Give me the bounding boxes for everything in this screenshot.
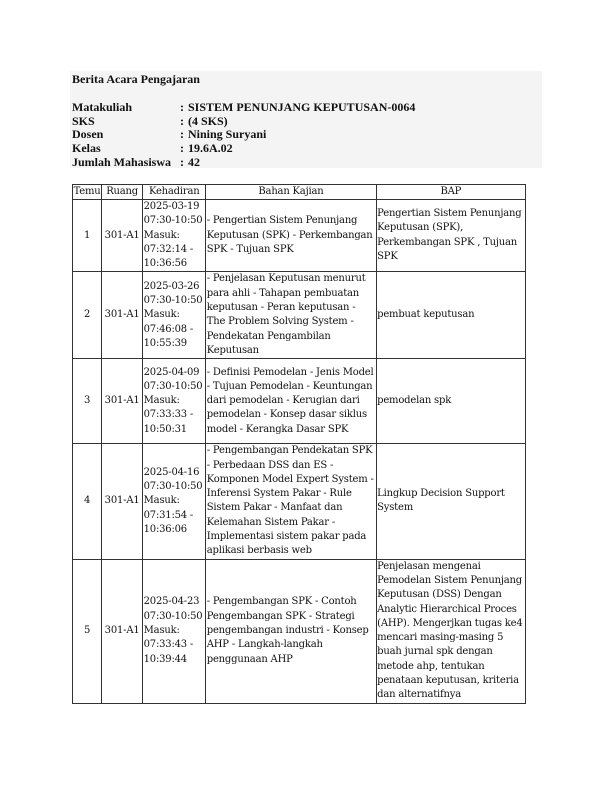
cell-ruang: 301-A1 <box>102 359 143 444</box>
table-header-row <box>73 185 526 200</box>
cell-bahan-kajian: - Pengembangan Pendekatan SPK - Perbedaan DSS dan ES - Komponen Model Expert System - Inferensi System Pakar - Rule Sistem Pakar - Manfaat dan Kelemahan Sistem Pakar - Implementasi sistem pakar pada aplikasi berbasis web <box>206 444 376 559</box>
document-title: Berita Acara Pengajaran <box>72 72 200 86</box>
cell-kehadiran <box>143 444 206 559</box>
kehadiran-masuk-label: Masuk: <box>143 229 180 241</box>
info-label: Kelas <box>72 141 101 155</box>
info-row-kelas <box>72 141 542 155</box>
cell-ruang: 301-A1 <box>102 272 143 359</box>
kehadiran-schedule: 07:30-10:50 <box>143 481 203 492</box>
cell-kehadiran <box>143 559 206 703</box>
kehadiran-masuk-label: Masuk: <box>143 495 180 507</box>
cell-temu: 3 <box>73 359 102 444</box>
kehadiran-schedule: 07:30-10:50 <box>143 215 203 227</box>
table-row <box>73 272 526 359</box>
kehadiran-date: 2025-03-19 <box>143 201 200 212</box>
kehadiran-check-out: 10:50:31 <box>143 423 187 435</box>
info-value: (4 SKS) <box>188 114 228 128</box>
kehadiran-check-in: 07:31:54 - <box>143 509 194 521</box>
info-value: 19.6A.02 <box>188 141 233 155</box>
info-colon: : <box>180 114 184 128</box>
cell-bap: Lingkup Decision Support System <box>376 444 525 559</box>
kehadiran-check-out: 10:36:06 <box>143 523 187 535</box>
column-header-temu: Temu <box>73 185 102 200</box>
info-value: SISTEM PENUNJANG KEPUTUSAN-0064 <box>188 100 416 114</box>
info-label: SKS <box>72 114 95 128</box>
info-label: Jumlah Mahasiswa <box>72 155 172 169</box>
cell-ruang: 301-A1 <box>102 559 143 703</box>
column-header-ruang: Ruang <box>102 185 143 200</box>
cell-ruang: 301-A1 <box>102 200 143 272</box>
table-row <box>73 559 526 703</box>
info-label: Dosen <box>72 127 104 141</box>
kehadiran-masuk-label: Masuk: <box>143 309 180 321</box>
cell-kehadiran <box>143 200 206 272</box>
cell-bap: Pengertian Sistem Penunjang Keputusan (SPK), Perkembangan SPK , Tujuan SPK <box>376 200 525 272</box>
kehadiran-schedule: 07:30-10:50 <box>143 380 203 392</box>
kehadiran-check-out: 10:36:56 <box>143 258 187 270</box>
kehadiran-schedule: 07:30-10:50 <box>143 294 203 306</box>
cell-ruang: 301-A1 <box>102 444 143 559</box>
cell-bap: pembuat keputusan <box>376 272 525 359</box>
cell-bap: pemodelan spk <box>376 359 525 444</box>
kehadiran-check-in: 07:32:14 - <box>143 243 194 255</box>
info-value: Nining Suryani <box>188 127 267 141</box>
course-info-panel <box>70 71 542 168</box>
kehadiran-check-in: 07:33:43 - <box>143 639 194 651</box>
cell-bahan-kajian: - Penjelasan Keputusan menurut para ahli - Tahapan pembuatan keputusan - Peran keputusan - The Problem Solving System - Pendekatan Pengambilan Keputusan <box>206 272 376 359</box>
info-colon: : <box>180 127 184 141</box>
table-row <box>73 359 526 444</box>
kehadiran-check-in: 07:33:33 - <box>143 409 194 421</box>
cell-bahan-kajian: - Pengertian Sistem Penunjang Keputusan (SPK) - Perkembangan SPK - Tujuan SPK <box>206 200 376 272</box>
info-colon: : <box>180 100 184 114</box>
cell-temu: 5 <box>73 559 102 703</box>
info-colon: : <box>180 141 184 155</box>
column-header-bap: BAP <box>376 185 525 200</box>
kehadiran-schedule: 07:30-10:50 <box>143 610 203 622</box>
kehadiran-date: 2025-04-23 <box>143 596 200 608</box>
info-row-sks <box>72 114 542 128</box>
cell-kehadiran <box>143 359 206 444</box>
table-row <box>73 200 526 272</box>
cell-bahan-kajian: - Definisi Pemodelan - Jenis Model - Tujuan Pemodelan - Keuntungan dari pemodelan - Kerugian dari pemodelan - Konsep dasar siklus model - Kerangka Dasar SPK <box>206 359 376 444</box>
teaching-record-table <box>72 184 526 704</box>
info-row-dosen <box>72 127 542 141</box>
info-row-jumlah-mahasiswa <box>72 155 542 169</box>
column-header-bahan-kajian: Bahan Kajian <box>206 185 376 200</box>
table-row <box>73 444 526 559</box>
info-colon: : <box>180 155 184 169</box>
info-value: 42 <box>188 155 200 169</box>
kehadiran-masuk-label: Masuk: <box>143 395 180 407</box>
kehadiran-date: 2025-04-16 <box>143 466 200 478</box>
cell-temu: 1 <box>73 200 102 272</box>
cell-temu: 2 <box>73 272 102 359</box>
kehadiran-date: 2025-04-09 <box>143 366 200 378</box>
kehadiran-check-out: 10:39:44 <box>143 653 187 665</box>
info-label: Matakuliah <box>72 100 133 114</box>
cell-bahan-kajian: - Pengembangan SPK - Contoh Pengembangan SPK - Strategi pengembangan industri - Konsep AHP - Langkah-langkah penggunaan AHP <box>206 559 376 703</box>
kehadiran-check-in: 07:46:08 - <box>143 323 194 335</box>
info-row-matakuliah <box>72 100 542 114</box>
cell-temu: 4 <box>73 444 102 559</box>
cell-kehadiran <box>143 272 206 359</box>
kehadiran-check-out: 10:55:39 <box>143 337 187 349</box>
column-header-kehadiran: Kehadiran <box>143 185 206 200</box>
kehadiran-date: 2025-03-26 <box>143 280 200 292</box>
cell-bap: Penjelasan mengenai Pemodelan Sistem Penunjang Keputusan (DSS) Dengan Analytic Hierarchical Proces (AHP). Mengerjkan tugas ke4 mencari masing-masing 5 buah jurnal spk dengan metode ahp, tentukan penataan keputusan, kriteria dan alternatifnya <box>376 559 525 703</box>
kehadiran-masuk-label: Masuk: <box>143 624 180 636</box>
